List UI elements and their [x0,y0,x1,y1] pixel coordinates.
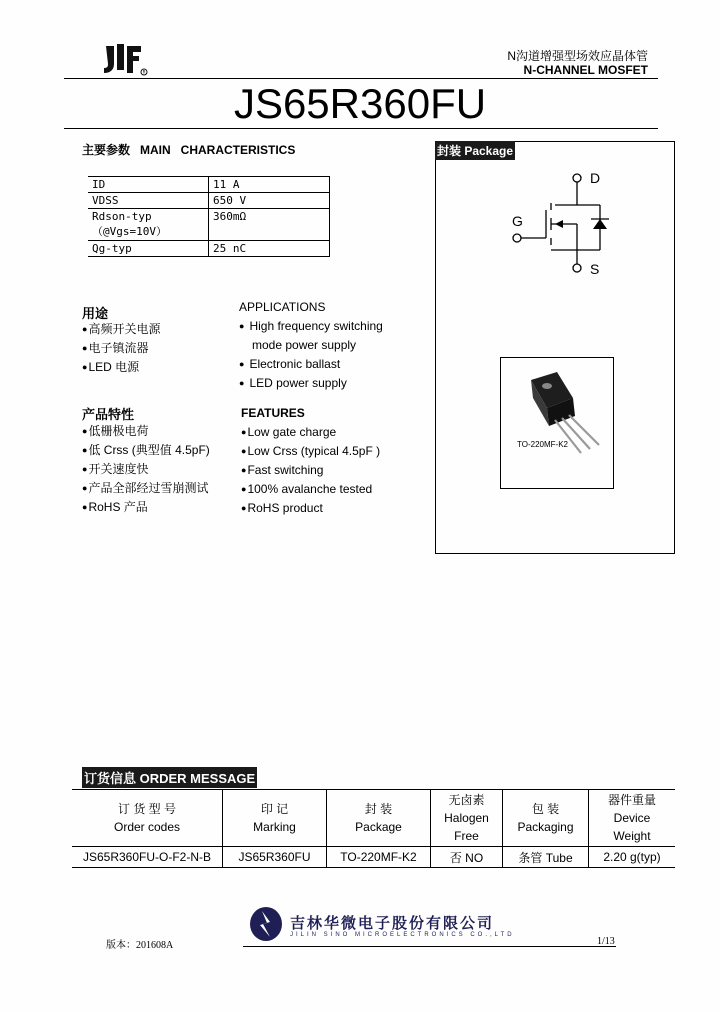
list-item: ● RoHS product [241,499,380,518]
features-cn-list [82,422,210,517]
header-en: Device [613,811,651,825]
pin-drain-label: D [590,170,601,186]
order-header-cell [589,790,676,847]
param-condition: （@Vgs=10V） [92,225,167,238]
company-emblem-icon [248,906,284,942]
company-name-cn: 吉林华微电子股份有限公司 [290,915,495,932]
order-header-cell [223,790,327,847]
parameter-table [88,176,330,257]
order-value-row [72,847,675,868]
features-cn-title: 产品特性 [82,407,135,422]
pin-source-label: S [590,261,600,277]
list-item: ● 开关速度快 [82,460,210,479]
list-item: ● Low gate charge [241,423,380,442]
applications-cn-list [82,320,160,377]
list-item: ● Fast switching [241,461,380,480]
header-en2: Free [454,829,479,843]
halogen-free: 否 NO [431,847,503,868]
table-row [88,209,330,241]
part-number: JS65R360FU [233,80,487,127]
list-item: ● 电子镇流器 [82,339,160,358]
en-product-type: N-CHANNEL MOSFET [523,63,648,77]
features-en-title: FEATURES [241,406,305,420]
applications-en-title: APPLICATIONS [239,300,326,314]
company-name-en: JILIN SINO MICROELECTRONICS CO.,LTD [290,932,515,938]
header-cn: 订 货 型 号 [117,802,176,816]
order-message-title: 订货信息 ORDER MESSAGE [82,767,257,788]
param-cell: ID [88,177,209,193]
header-cn: 无卤素 [448,793,485,807]
company-logo [100,38,150,78]
order-header-cell [431,790,503,847]
list-item: ● 高频开关电源 [82,320,160,339]
to220-package-icon [501,358,613,488]
table-row [88,193,330,209]
list-item: ● LED power supply [239,374,383,393]
list-item: ● 产品全部经过雪崩测试 [82,479,210,498]
header-en: Package [355,820,402,834]
value-cell: 25 nC [209,241,330,257]
svg-text:R: R [142,69,146,75]
value-cell: 650 V [209,193,330,209]
list-item: ● High frequency switching [239,317,383,336]
package: TO-220MF-K2 [327,847,431,868]
order-header-row [72,790,675,847]
header-en: Marking [253,820,296,834]
header-cn: 封 装 [364,802,393,816]
packaging: 条管 Tube [503,847,589,868]
list-item: ● Low Crss (typical 4.5pF ) [241,442,380,461]
header-en: Halogen [444,811,489,825]
version-label: 版本：201608A [106,940,174,951]
applications-en-list [239,317,383,393]
value-cell: 11 A [209,177,330,193]
list-item: ● 低栅极电荷 [82,422,210,441]
order-header-cell [72,790,223,847]
header-rule-bottom [64,128,658,129]
param-cell: VDSS [88,193,209,209]
package-title: 封装 Package [435,141,515,160]
marking: JS65R360FU [223,847,327,868]
header-cn: 印 记 [260,802,289,816]
main-characteristics-title: 主要参数 MAIN CHARACTERISTICS [82,143,296,157]
footer-rule [243,946,616,947]
list-item: ● Electronic ballast [239,355,383,374]
header-en: Order codes [113,820,181,834]
param-cell [88,209,209,241]
applications-cn-title: 用途 [82,306,109,321]
list-item: ● 低 Crss (典型值 4.5pF) [82,441,210,460]
order-table [72,789,675,868]
list-item: ● LED 电源 [82,358,160,377]
pin-gate-label: G [512,213,523,229]
features-en-list [241,423,380,518]
package-photo-label: TO-220MF-K2 [517,440,568,449]
order-code: JS65R360FU-O-F2-N-B [72,847,223,868]
param-cell: Qg-typ [88,241,209,257]
order-header-cell [327,790,431,847]
header-cn: 包 装 [531,802,560,816]
list-item: ● RoHS 产品 [82,498,210,517]
package-photo-frame [500,357,614,489]
table-row [88,177,330,193]
header-en2: Weight [613,829,651,843]
header-en: Packaging [517,820,574,834]
list-item: ● 100% avalanche tested [241,480,380,499]
param-line: Rdson-typ [92,210,152,223]
page-number: 1/13 [597,936,615,947]
value-cell: 360mΩ [209,209,330,241]
order-header-cell [503,790,589,847]
header-rule-top [64,78,658,79]
list-item: mode power supply [252,338,357,352]
header-cn: 器件重量 [607,793,656,807]
device-weight: 2.20 g(typ) [589,847,676,868]
cn-product-type: N沟道增强型场效应晶体管 [507,49,648,63]
table-row [88,241,330,257]
